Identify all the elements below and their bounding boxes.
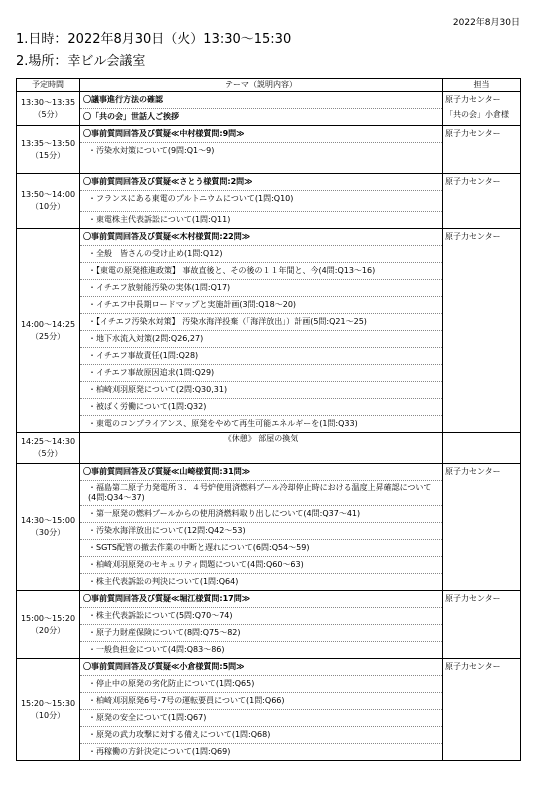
agenda-item: ・イチエフ中長期ロードマップと実施計画(3問:Q18〜20) — [80, 297, 442, 314]
table-row — [17, 433, 521, 464]
time-range: 13:50〜14:00 — [20, 190, 76, 199]
duration: （30分） — [30, 528, 66, 537]
break-cell: 《休憩》 部屋の換気 — [80, 433, 443, 464]
agenda-item: ・原発の安全について(1問:Q67) — [80, 710, 442, 727]
staff-name: 原子力センター — [445, 594, 501, 603]
duration: （25分） — [30, 331, 66, 341]
time-range: 14:00〜14:25 — [20, 319, 76, 329]
table-row — [17, 174, 521, 229]
table-row — [17, 92, 521, 126]
duration: （15分） — [30, 150, 66, 160]
theme-cell — [80, 591, 443, 659]
staff-name: 「共の会」小倉様 — [445, 110, 509, 119]
time-range: 13:30〜13:35 — [20, 97, 76, 107]
agenda-item: ・イチエフ事故責任(1問:Q28) — [80, 348, 442, 365]
staff-cell — [443, 92, 521, 126]
duration: （20分） — [30, 625, 66, 635]
time-range: 14:30〜15:00 — [20, 516, 76, 525]
agenda-item: ・イチエフ放射能汚染の実体(1問:Q17) — [80, 280, 442, 297]
table-row — [17, 126, 521, 174]
agenda-item: ・東電株主代表訴訟について(1問:Q11) — [88, 215, 231, 224]
staff-cell — [443, 174, 521, 229]
time-cell — [17, 433, 80, 464]
time-range: 14:25〜14:30 — [20, 437, 76, 446]
agenda-heading: 〇事前質問回答及び質疑≪小倉様質問:5問≫ — [80, 659, 442, 676]
agenda-item: ・地下水流入対策(2問:Q26,27) — [80, 331, 442, 348]
agenda-item: ・原子力財産保険について(8問:Q75〜82) — [80, 625, 442, 642]
agenda-heading: 〇事前質問回答及び質疑≪堀江様質問:17問≫ — [80, 591, 442, 608]
agenda-item: ・東電のコンプライアンス、原発をやめて再生可能エネルギーを(1問:Q33) — [88, 419, 358, 428]
agenda-item: ・再稼働の方針決定について(1問:Q69) — [88, 747, 231, 756]
theme-cell — [80, 229, 443, 433]
staff-name: 原子力センター — [445, 95, 501, 104]
table-row — [17, 464, 521, 591]
agenda-heading: 〇事前質問回答及び質疑≪さとう様質問:2問≫ — [80, 174, 442, 191]
theme-cell — [80, 92, 443, 126]
duration: （5分） — [33, 449, 63, 458]
agenda-item: ・イチエフ事故原因追求(1問:Q29) — [80, 365, 442, 382]
theme-cell — [80, 174, 443, 229]
schedule-table — [16, 78, 521, 761]
agenda-item: ・汚染水海洋放出について(12問:Q42〜53) — [80, 523, 442, 540]
time-cell — [17, 464, 80, 591]
header-staff: 担当 — [443, 79, 521, 92]
time-range: 15:00〜15:20 — [20, 613, 76, 623]
time-cell — [17, 126, 80, 174]
staff-cell — [443, 229, 521, 433]
table-row — [17, 229, 521, 433]
agenda-item: ・【東電の原発推進政策】 事故直後と、その後の１１年間と、今(4問:Q13〜16) — [80, 263, 442, 280]
agenda-item: ・汚染水対策について(9問:Q1〜9) — [88, 146, 215, 155]
location-heading: 2.場所：幸ビル会議室 — [16, 54, 146, 69]
staff-name: 原子力センター — [445, 662, 501, 671]
staff-cell — [443, 126, 521, 174]
agenda-heading: 〇「共の会」世話人ご挨拶 — [83, 112, 179, 121]
staff-cell — [443, 591, 521, 659]
duration: （5分） — [33, 109, 63, 119]
agenda-item: ・フランスにある東電のプルトニウムについて(1問:Q10) — [80, 191, 442, 212]
time-cell — [17, 659, 80, 761]
agenda-item: ・株主代表訴訟の判決について(1問:Q64) — [88, 577, 239, 586]
theme-cell — [80, 126, 443, 174]
agenda-item: ・柏崎刈羽原発6号･7号の運転要員について(1問:Q66) — [80, 693, 442, 710]
agenda-item: ・原発の武力攻撃に対する備えについて(1問:Q68) — [80, 727, 442, 744]
agenda-heading: 〇事前質問回答及び質疑≪木村様質問:22問≫ — [80, 229, 442, 246]
theme-cell — [80, 659, 443, 761]
agenda-item: ・株主代表訴訟について(5問:Q70〜74) — [80, 608, 442, 625]
agenda-item: ・第一原発の燃料プールからの使用済燃料取り出しについて(4問:Q37〜41) — [80, 506, 442, 523]
staff-name: 原子力センター — [445, 177, 501, 186]
agenda-item: ・停止中の原発の劣化防止について(1問:Q65) — [80, 676, 442, 693]
staff-cell — [443, 659, 521, 761]
agenda-item: ・一般負担金について(4問:Q83〜86) — [88, 645, 225, 654]
header-theme: テーマ（説明内容） — [80, 79, 443, 92]
staff-name: 原子力センター — [445, 467, 501, 476]
staff-cell — [443, 464, 521, 591]
table-row — [17, 591, 521, 659]
agenda-item: ・柏崎刈羽原発のセキュリティ問題について(4問:Q60〜63) — [80, 557, 442, 574]
staff-name: 原子力センター — [445, 129, 501, 138]
time-cell — [17, 174, 80, 229]
theme-cell — [80, 464, 443, 591]
agenda-item: ・被ばく労働について(1問:Q32) — [80, 399, 442, 416]
staff-cell — [443, 433, 521, 464]
duration: （10分） — [30, 710, 66, 720]
document-date: 2022年8月30日 — [452, 18, 520, 28]
agenda-item: ・【イチエフ汚染水対策】 汚染水海洋投棄（「海洋放出」）計画(5問:Q21〜25) — [80, 314, 442, 331]
agenda-item: ・福島第二原子力発電所３．４号炉使用済燃料プール冷却停止時における温度上昇確認について(4問:Q34〜37) — [80, 481, 442, 506]
time-range: 15:20〜15:30 — [20, 698, 76, 708]
time-cell — [17, 591, 80, 659]
agenda-item: ・全般 皆さんの受け止め(1問:Q12) — [80, 246, 442, 263]
agenda-item: ・柏崎刈羽原発について(2問:Q30,31) — [80, 382, 442, 399]
staff-name: 原子力センター — [445, 232, 501, 241]
time-range: 13:35〜13:50 — [20, 138, 76, 148]
table-header-row — [17, 79, 521, 92]
agenda-heading: 〇事前質問回答及び質疑≪中村様質問:9問≫ — [80, 126, 442, 143]
agenda-heading: 〇議事進行方法の確認 — [80, 92, 442, 109]
duration: （10分） — [30, 202, 66, 211]
time-cell — [17, 229, 80, 433]
header-time: 予定時間 — [17, 79, 80, 92]
table-row — [17, 659, 521, 761]
agenda-heading: 〇事前質問回答及び質疑≪山崎様質問:31問≫ — [80, 464, 442, 481]
datetime-heading: 1.日時：2022年8月30日（火）13:30〜15:30 — [16, 32, 292, 47]
time-cell — [17, 92, 80, 126]
agenda-item: ・SGTS配管の撤去作業の中断と遅れについて(6問:Q54〜59) — [80, 540, 442, 557]
